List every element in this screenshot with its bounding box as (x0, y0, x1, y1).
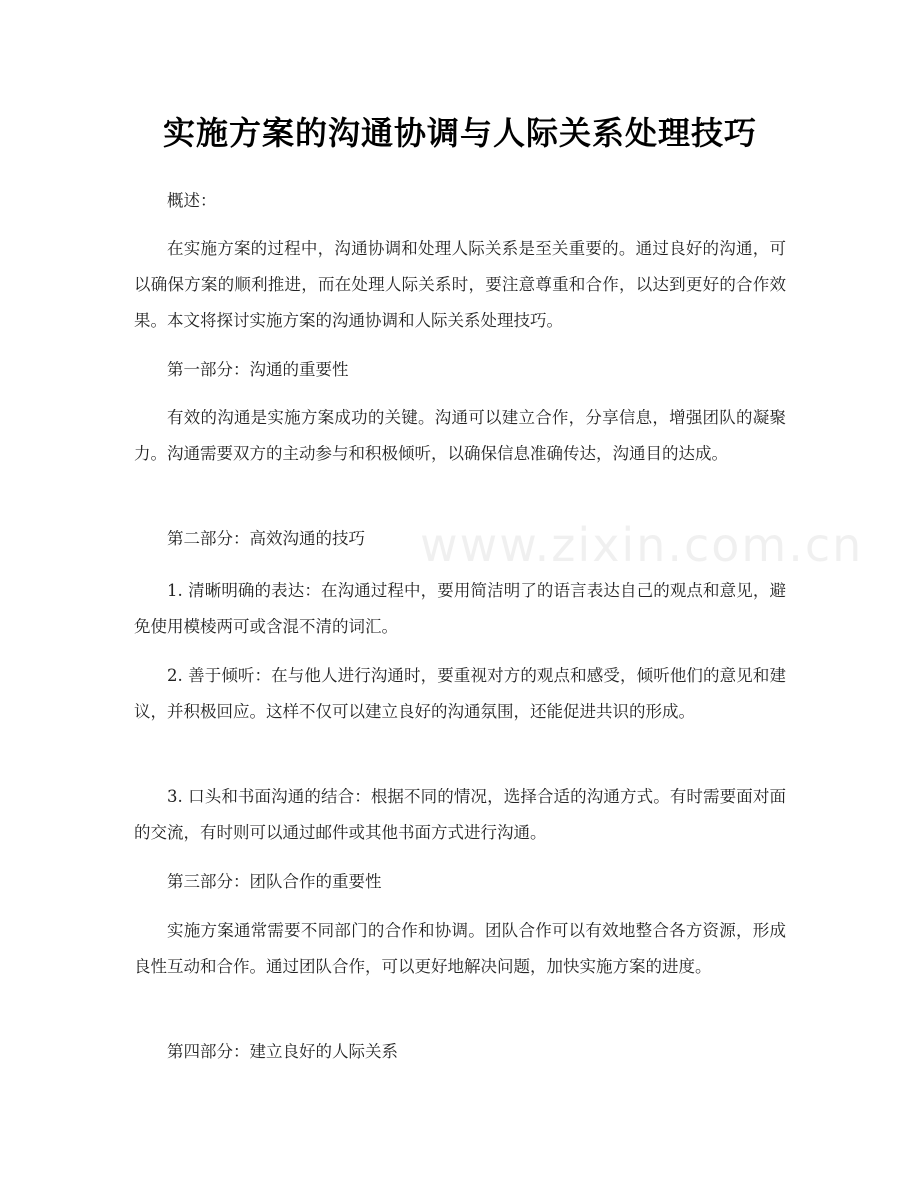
overview-paragraph: 在实施方案的过程中，沟通协调和处理人际关系是至关重要的。通过良好的沟通，可以确保方案的顺利推进，而在处理人际关系时，要注意尊重和合作，以达到更好的合作效果。本文将探讨实施方案的沟通协调和人际关系处理技巧。 (134, 239, 786, 330)
overview-label: 概述： (167, 191, 217, 210)
part3-paragraph: 实施方案通常需要不同部门的合作和协调。团队合作可以有效地整合各方资源，形成良性互动和合作。通过团队合作，可以更好地解决问题，加快实施方案的进度。 (134, 921, 786, 976)
part2-item-1: 1. 清晰明确的表达：在沟通过程中，要用简洁明了的语言表达自己的观点和意见，避免使用模棱两可或含混不清的词汇。 (134, 581, 786, 636)
part3-heading: 第三部分：团队合作的重要性 (167, 872, 382, 891)
part4-heading: 第四部分：建立良好的人际关系 (167, 1042, 398, 1061)
part2-item-2: 2. 善于倾听：在与他人进行沟通时，要重视对方的观点和感受，倾听他们的意见和建议，并积极回应。这样不仅可以建立良好的沟通氛围，还能促进共识的形成。 (134, 666, 786, 721)
document-title: 实施方案的沟通协调与人际关系处理技巧 (162, 114, 757, 152)
part1-paragraph: 有效的沟通是实施方案成功的关键。沟通可以建立合作，分享信息，增强团队的凝聚力。沟通需要双方的主动参与和积极倾听，以确保信息准确传达，沟通目的达成。 (134, 408, 786, 463)
part1-heading: 第一部分：沟通的重要性 (167, 360, 349, 379)
watermark: www.zixin.com.cn (420, 518, 864, 572)
part2-item-3: 3. 口头和书面沟通的结合：根据不同的情况，选择合适的沟通方式。有时需要面对面的交流，有时则可以通过邮件或其他书面方式进行沟通。 (134, 787, 786, 842)
part2-heading: 第二部分：高效沟通的技巧 (167, 529, 365, 548)
